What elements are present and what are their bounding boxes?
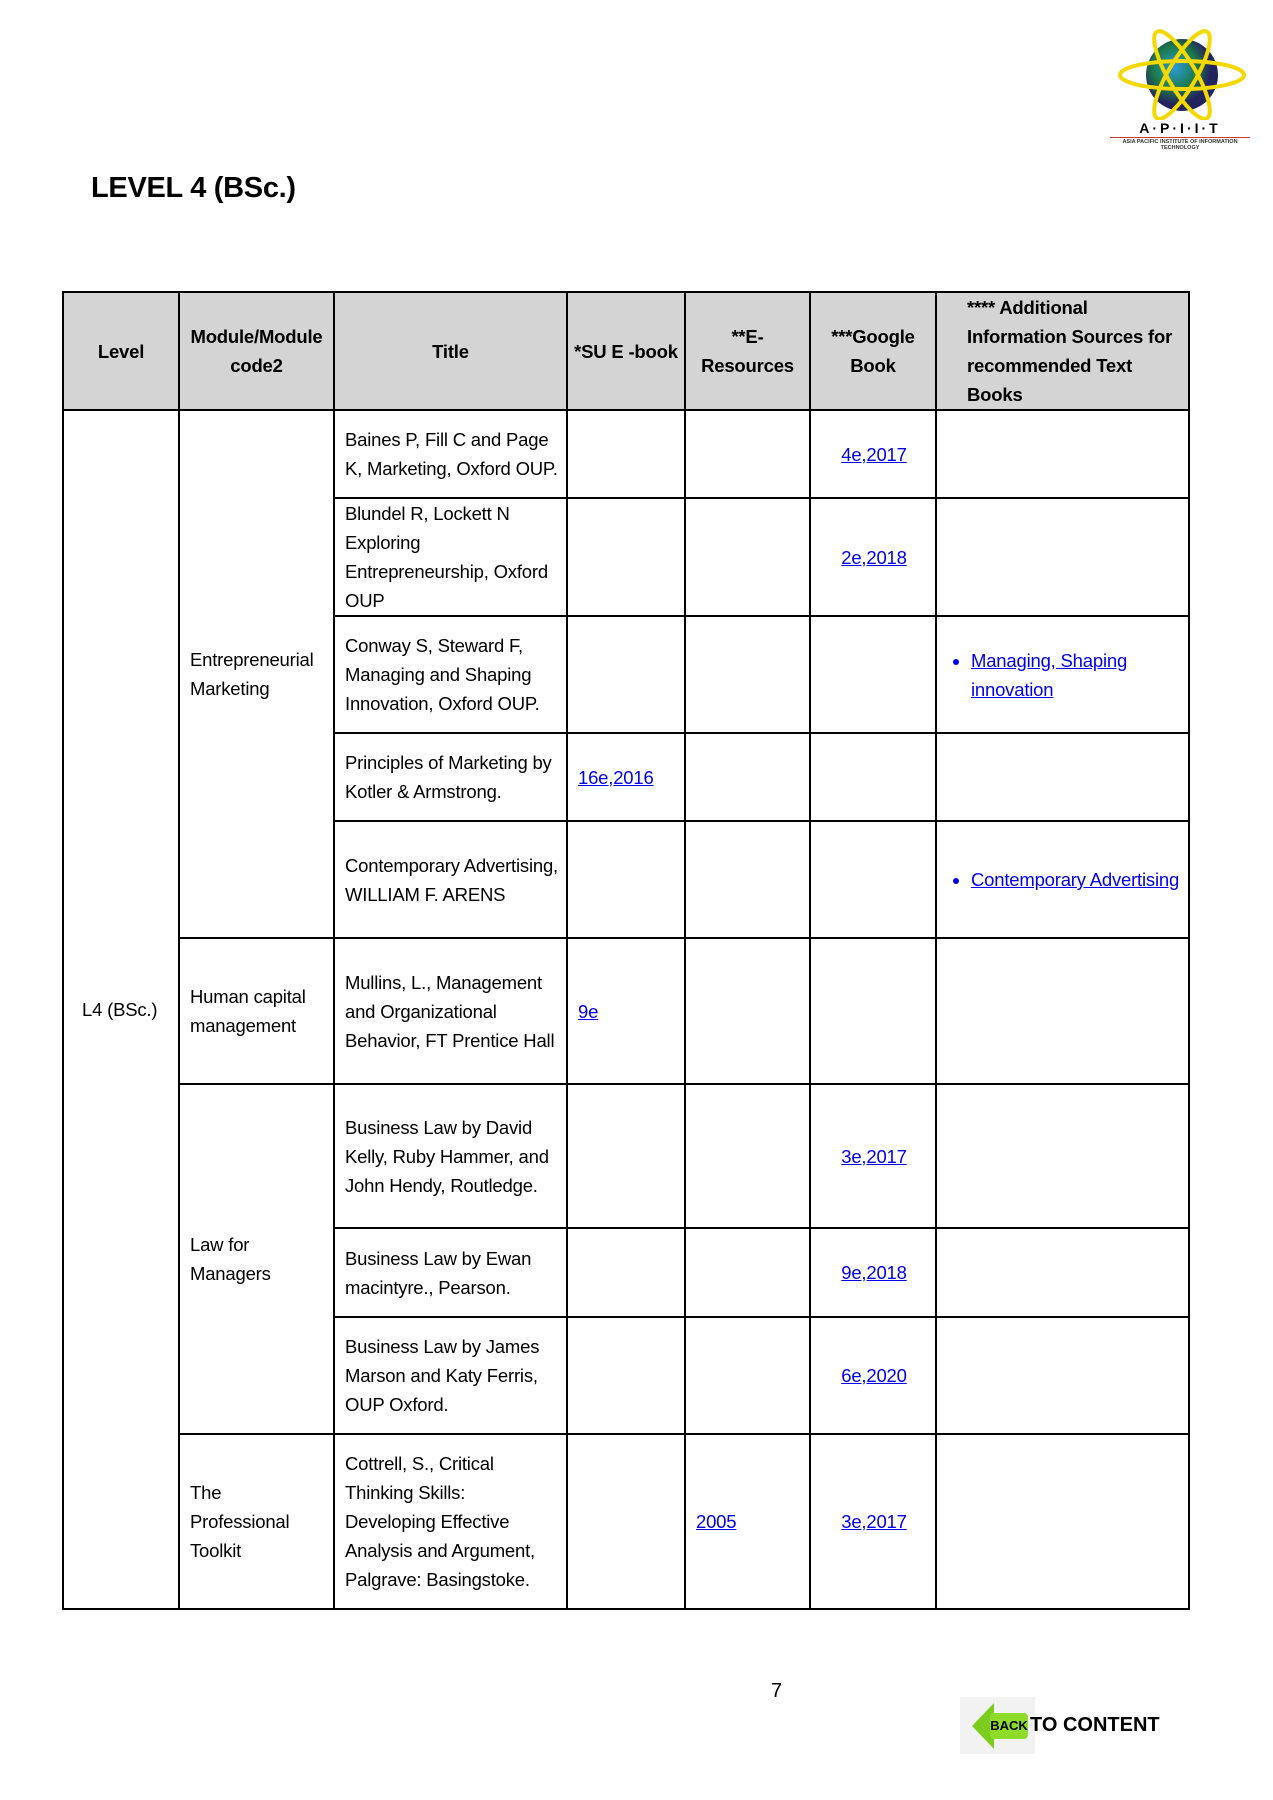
additional-sources-cell xyxy=(936,410,1189,498)
header-module: Module/Module code2 xyxy=(179,292,334,410)
additional-sources-cell xyxy=(936,498,1189,616)
title-cell: Business Law by James Marson and Katy Ferris, OUP Oxford. xyxy=(334,1317,567,1434)
e-resources-cell xyxy=(685,1084,810,1228)
e-resources-cell xyxy=(685,733,810,821)
page-title: LEVEL 4 (BSc.) xyxy=(91,172,296,204)
google-book-cell xyxy=(810,1084,936,1228)
e-resources-link[interactable]: 2005 xyxy=(696,1511,737,1532)
title-cell: Blundel R, Lockett N Exploring Entrepreneurship, Oxford OUP xyxy=(334,498,567,616)
google-book-link[interactable]: 2e,2018 xyxy=(841,546,907,568)
table-row xyxy=(63,1434,1189,1609)
title-cell: Cottrell, S., Critical Thinking Skills: Developing Effective Analysis and Argument, Palgrave: Basingstoke. xyxy=(334,1434,567,1609)
source-list xyxy=(947,865,1180,894)
google-book-cell xyxy=(810,821,936,938)
table-header-row xyxy=(63,292,1189,410)
google-book-cell xyxy=(810,498,936,616)
title-cell: Mullins, L., Management and Organizational Behavior, FT Prentice Hall xyxy=(334,938,567,1084)
level-cell: L4 (BSc.) xyxy=(63,410,179,1609)
table-row xyxy=(63,1084,1189,1228)
additional-sources-cell xyxy=(936,938,1189,1084)
e-resources-cell xyxy=(685,498,810,616)
additional-sources-cell xyxy=(936,616,1189,733)
additional-sources-cell xyxy=(936,733,1189,821)
google-book-link[interactable]: 3e,2017 xyxy=(841,1145,907,1167)
e-resources-cell xyxy=(685,616,810,733)
source-item xyxy=(971,865,1180,894)
apiit-logo xyxy=(1110,20,1250,155)
additional-sources-cell xyxy=(936,1084,1189,1228)
su-ebook-cell xyxy=(567,1084,685,1228)
su-ebook-cell xyxy=(567,1317,685,1434)
title-cell: Business Law by Ewan macintyre., Pearson. xyxy=(334,1228,567,1317)
google-book-cell xyxy=(810,1434,936,1609)
su-ebook-link[interactable]: 9e xyxy=(578,1000,599,1022)
additional-source-link[interactable]: Managing, Shaping innovation xyxy=(971,649,1128,700)
su-ebook-cell xyxy=(567,938,685,1084)
module-cell: Law for Managers xyxy=(179,1084,334,1434)
e-resources-cell xyxy=(685,410,810,498)
e-resources-cell xyxy=(685,821,810,938)
e-resources-cell xyxy=(685,1228,810,1317)
module-cell: Entrepreneurial Marketing xyxy=(179,410,334,938)
title-cell: Conway S, Steward F, Managing and Shaping Innovation, Oxford OUP. xyxy=(334,616,567,733)
header-google-book: ***Google Book xyxy=(810,292,936,410)
e-resources-cell xyxy=(685,1434,810,1609)
source-item xyxy=(971,646,1180,704)
e-resources-cell xyxy=(685,1317,810,1434)
additional-source-link[interactable]: Contemporary Advertising xyxy=(971,869,1180,890)
additional-sources-cell xyxy=(936,1434,1189,1609)
su-ebook-cell xyxy=(567,733,685,821)
google-book-link[interactable]: 3e,2017 xyxy=(841,1511,907,1532)
title-cell: Baines P, Fill C and Page K, Marketing, Oxford OUP. xyxy=(334,410,567,498)
google-book-link[interactable]: 9e,2018 xyxy=(841,1262,907,1283)
google-book-cell xyxy=(810,410,936,498)
back-button[interactable] xyxy=(960,1697,1035,1754)
module-cell: The Professional Toolkit xyxy=(179,1434,334,1609)
back-to-content-link[interactable]: TO CONTENT xyxy=(1030,1714,1160,1736)
google-book-cell xyxy=(810,616,936,733)
textbook-table xyxy=(62,291,1190,1610)
google-book-link[interactable]: 4e,2017 xyxy=(841,443,907,465)
title-cell: Business Law by David Kelly, Ruby Hammer, and John Hendy, Routledge. xyxy=(334,1084,567,1228)
header-additional-sources: **** Additional Information Sources for recommended Text Books xyxy=(936,292,1189,410)
google-book-cell xyxy=(810,1317,936,1434)
header-level: Level xyxy=(63,292,179,410)
google-book-cell xyxy=(810,1228,936,1317)
su-ebook-cell xyxy=(567,1228,685,1317)
su-ebook-cell xyxy=(567,410,685,498)
header-e-resources: **E-Resources xyxy=(685,292,810,410)
logo-name: A·P·I·I·T xyxy=(1139,120,1221,136)
page-number: 7 xyxy=(771,1680,783,1702)
additional-sources-cell xyxy=(936,1228,1189,1317)
title-cell: Principles of Marketing by Kotler & Armstrong. xyxy=(334,733,567,821)
logo-subtitle: ASIA PACIFIC INSTITUTE OF INFORMATION TECHNOLOGY xyxy=(1110,137,1250,151)
additional-sources-cell xyxy=(936,821,1189,938)
source-list xyxy=(947,646,1180,704)
su-ebook-link[interactable]: 16e,2016 xyxy=(578,766,654,788)
su-ebook-cell xyxy=(567,616,685,733)
module-cell: Human capital management xyxy=(179,938,334,1084)
title-cell: Contemporary Advertising, WILLIAM F. ARENS xyxy=(334,821,567,938)
back-icon-label: BACK xyxy=(990,1713,1028,1739)
google-book-cell xyxy=(810,938,936,1084)
header-title: Title xyxy=(334,292,567,410)
header-su-ebook: *SU E -book xyxy=(567,292,685,410)
table-row xyxy=(63,938,1189,1084)
su-ebook-cell xyxy=(567,821,685,938)
additional-sources-cell xyxy=(936,1317,1189,1434)
e-resources-cell xyxy=(685,938,810,1084)
google-book-link[interactable]: 6e,2020 xyxy=(841,1365,907,1386)
globe-atom-icon xyxy=(1110,20,1250,120)
su-ebook-cell xyxy=(567,1434,685,1609)
table-row xyxy=(63,410,1189,498)
su-ebook-cell xyxy=(567,498,685,616)
google-book-cell xyxy=(810,733,936,821)
